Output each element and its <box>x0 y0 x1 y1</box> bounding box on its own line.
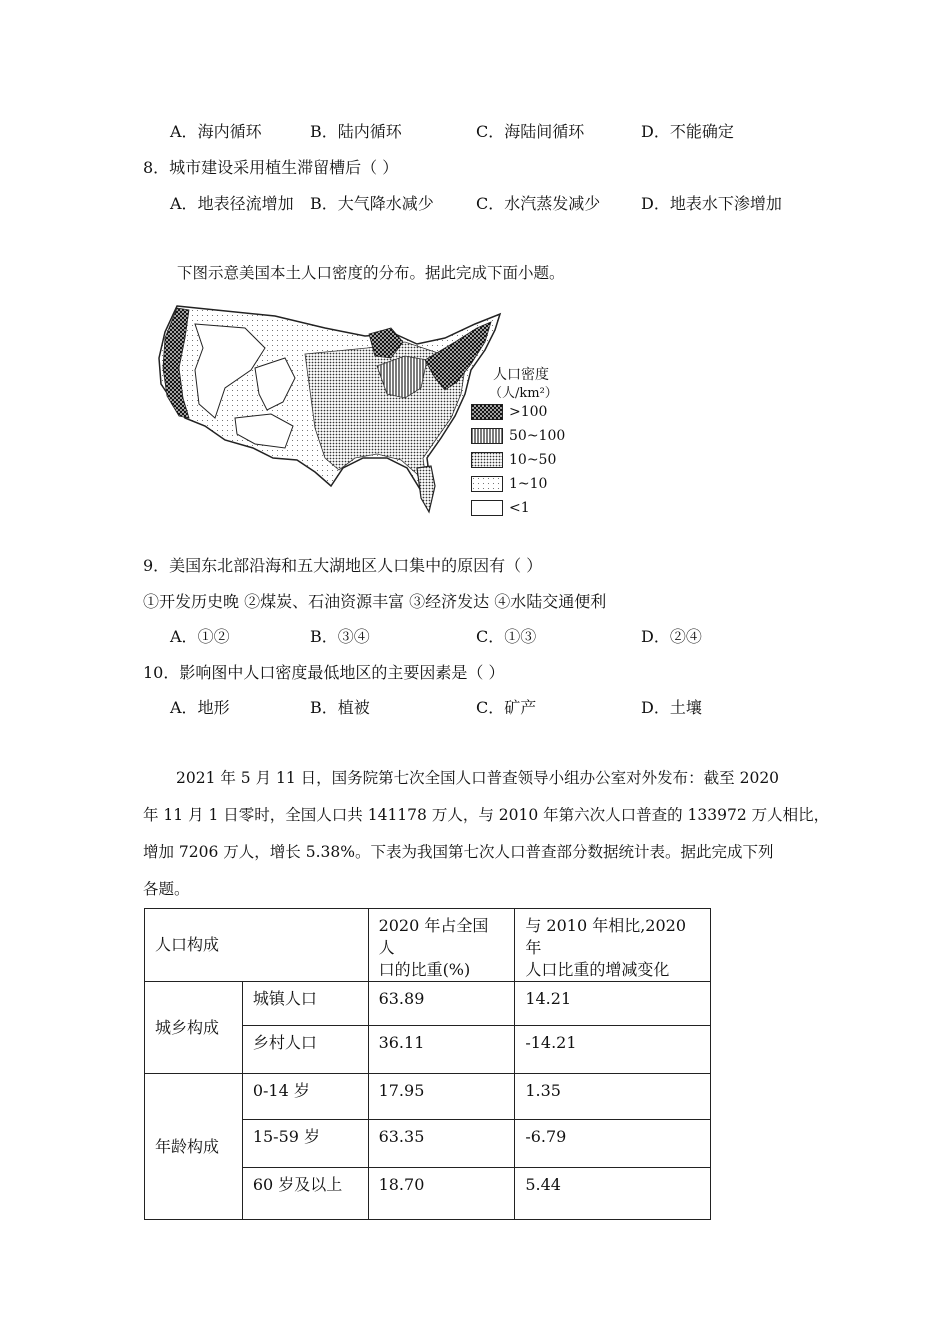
table-row-label: 15-59 岁 <box>242 1120 368 1168</box>
table-row <box>145 1074 711 1120</box>
q9-choices: ①开发历史晚 ②煤炭、石油资源丰富 ③经济发达 ④水陆交通便利 <box>143 592 607 611</box>
table-group-urban-rural: 城乡构成 <box>145 982 243 1074</box>
census-paragraph-line-1: 2021 年 5 月 11 日，国务院第七次全国人口普查领导小组办公室对外发布：截至 2020 <box>176 769 780 787</box>
table-row-share: 36.11 <box>368 1026 515 1074</box>
q10-option-d: D．土壤 <box>641 698 702 717</box>
q8-stem: 8．城市建设采用植生滞留槽后（ ） <box>143 158 399 177</box>
table-row-label: 0-14 岁 <box>242 1074 368 1120</box>
table-row-label: 乡村人口 <box>242 1026 368 1074</box>
table-row-change: 14.21 <box>515 982 711 1026</box>
census-paragraph-line-2: 年 11 月 1 日零时，全国人口共 141178 万人，与 2010 年第六次人口普查的 133972 万人相比， <box>143 806 830 824</box>
q9-stem: 9．美国东北部沿海和五大湖地区人口集中的原因有（ ） <box>143 556 543 575</box>
q8-option-d: D．地表水下渗增加 <box>641 194 782 213</box>
table-row-share: 18.70 <box>368 1168 515 1220</box>
q7-option-d: D．不能确定 <box>641 122 734 141</box>
table-row-label: 城镇人口 <box>242 982 368 1026</box>
table-row-share: 17.95 <box>368 1074 515 1120</box>
map-florida <box>417 466 435 512</box>
census-data-table <box>144 908 711 1220</box>
q9-option-b: B．③④ <box>310 627 370 646</box>
table-header-row <box>145 909 711 982</box>
legend-swatch-blank <box>471 500 503 516</box>
q9-option-a: A．①② <box>170 627 230 646</box>
legend-swatch-light-dots <box>471 476 503 492</box>
table-row-change: 1.35 <box>515 1074 711 1120</box>
table-header-share: 2020 年占全国人 口的比重(%) <box>368 909 515 982</box>
census-paragraph-line-3: 增加 7206 万人，增长 5.38%。下表为我国第七次人口普查部分数据统计表。据此完成下列 <box>143 843 774 861</box>
legend-swatch-dots <box>471 452 503 468</box>
legend-swatch-vertical <box>471 428 503 444</box>
q10-stem: 10．影响图中人口密度最低地区的主要因素是（ ） <box>143 663 505 682</box>
q9-option-d: D．②④ <box>641 627 702 646</box>
legend-swatch-dense <box>471 404 503 420</box>
q7-option-c: C．海陆间循环 <box>476 122 585 141</box>
legend-unit: （人/km²） <box>489 386 558 401</box>
q10-option-b: B．植被 <box>310 698 370 717</box>
q10-option-a: A．地形 <box>170 698 230 717</box>
table-row-share: 63.89 <box>368 982 515 1026</box>
table-header-change: 与 2010 年相比,2020 年 人口比重的增减变化 <box>515 909 711 982</box>
map-intro: 下图示意美国本土人口密度的分布。据此完成下面小题。 <box>177 264 565 282</box>
q7-option-b: B．陆内循环 <box>310 122 402 141</box>
census-paragraph-line-4: 各题。 <box>143 880 190 898</box>
table-row-label: 60 岁及以上 <box>242 1168 368 1220</box>
usa-population-density-map: 人口密度 （人/km²） >100 50~100 10~50 1~10 <1 <box>155 298 575 520</box>
legend-title: 人口密度 <box>493 367 549 383</box>
q8-option-b: B．大气降水减少 <box>310 194 434 213</box>
q7-option-a: A．海内循环 <box>170 122 262 141</box>
q8-option-c: C．水汽蒸发减少 <box>476 194 601 213</box>
table-row-share: 63.35 <box>368 1120 515 1168</box>
table-row-change: -14.21 <box>515 1026 711 1074</box>
table-row <box>145 982 711 1026</box>
table-group-age: 年龄构成 <box>145 1074 243 1220</box>
table-row-change: -6.79 <box>515 1120 711 1168</box>
q8-option-a: A．地表径流增加 <box>170 194 294 213</box>
table-row-change: 5.44 <box>515 1168 711 1220</box>
q9-option-c: C．①③ <box>476 627 537 646</box>
q10-option-c: C．矿产 <box>476 698 537 717</box>
table-header-composition: 人口构成 <box>145 909 369 982</box>
